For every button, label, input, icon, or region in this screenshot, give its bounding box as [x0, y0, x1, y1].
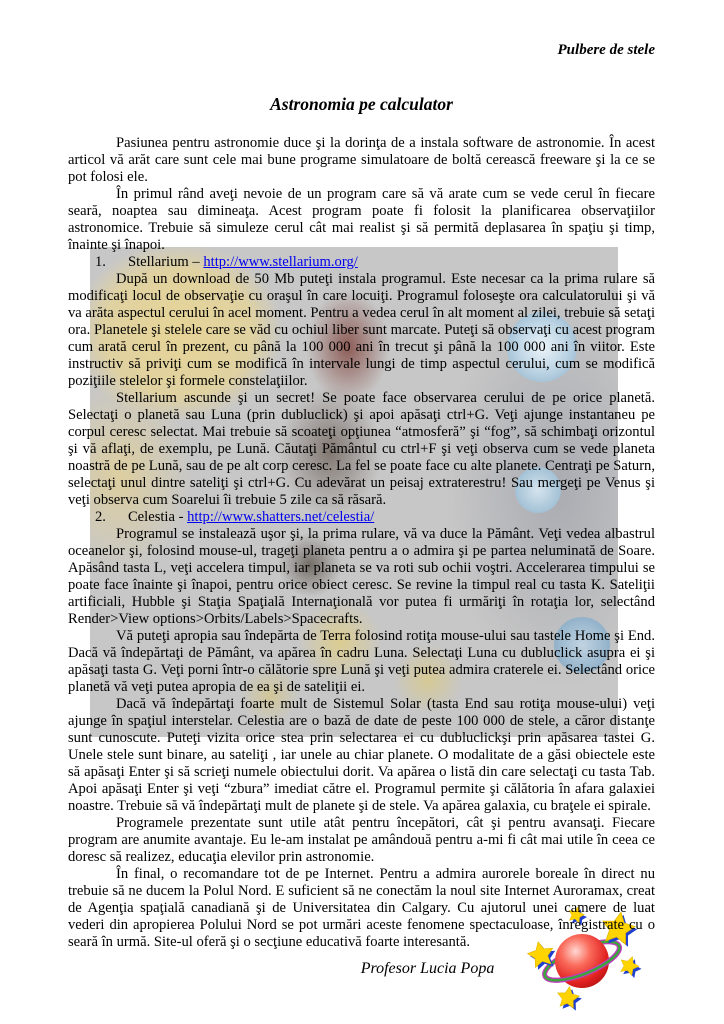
paragraph-stellarium-secret: Stellarium ascunde şi un secret! Se poate face observarea cerului de pe orice planetă. Selectaţi o planetă sau Luna (prin dubluclick) şi apoi apăsaţi ctrl+G. Veţi ajunge instantaneu pe corpul ceresc selectat. Mai trebuie să scoateţi opţiunea “atmosferă” şi “fog”, să schimbaţi orizontul şi vă aflaţi, de exemplu, pe Lună. Căutaţi Pământul cu ctrl+F şi veţi observa cum se vede planeta noastră de pe Lună, sau de pe alt corp ceresc. La fel se poate face cu alte planete. Centraţi pe Saturn, selectaţi unul dintre sateliţi şi ctrl+G. Cu adevărat un peisaj extraterestru! Sau mergeţi pe Venus şi veţi observa cum Soarelui îi trebuie 5 zile ca să răsară.	[68, 390, 655, 508]
paragraph-conclusion: Programele prezentate sunt utile atât pentru începători, cât şi pentru avansaţi. Fiecare program are anumite avantaje. Eu le-am instalat pe amândouă pentru a-mi fi cât mai utile în ceea ce doresc să realizez, educaţia elevilor prin astronomie.	[68, 815, 655, 865]
star-bottom	[556, 985, 583, 1011]
celestia-link[interactable]: http://www.shatters.net/celestia/	[187, 509, 375, 525]
paragraph-intro: Pasiunea pentru astronomie duce şi la dorinţa de a instala software de astronomie. În acest articol vă arăt care sunt cele mai bune programe simulatoare de boltă cerească freeware şi la ce se pot folosi ele.	[68, 135, 655, 185]
list-item-celestia	[68, 509, 655, 526]
document-content	[0, 41, 724, 978]
author-signature: Profesor Lucia Popa	[360, 960, 495, 977]
stellarium-link[interactable]: http://www.stellarium.org/	[203, 254, 358, 270]
page-title: Astronomia pe calculator	[270, 94, 453, 114]
page-header: Pulbere de stele	[557, 42, 655, 58]
paragraph-celestia-install: Programul se instalează uşor şi, la prima rulare, vă va duce la Pământ. Veţi vedea albastrul oceanelor şi, folosind mouse-ul, trageţi planeta pentru a o admira şi pe partea neluminată de Soare. Apăsând tasta L, veţi accelera timpul, iar planeta se va roti sub ochii voştri. Accelerarea timpului se poate face înainte şi înapoi, pentru orice obiect ceresc. Se revine la timpul real cu tasta K. Sateliţii artificiali, Hubble şi Staţia Spaţială Internaţională vor putea fi urmăriţi în rotaţia lor, selectând Render>View options>Orbits/Labels>Spacecrafts.	[68, 526, 655, 627]
list-item-stellarium	[68, 254, 655, 271]
list-number: 2.	[95, 509, 106, 525]
paragraph-celestia-stars: Dacă vă îndepărtaţi foarte mult de Sistemul Solar (tasta End sau rotiţa mouse-ului) veţi ajunge în spaţiul interstelar. Celestia are o bază de date de peste 100 000 de stele, a căror distanţe sunt cunoscute. Puteţi vizita orice stea prin selectarea ei cu dubluclickşi prin apăsarea tastei G. Unele stele sunt binare, au sateliţi , iar unele au chiar planete. O modalitate de a găsi obiectele este să apăsaţi Enter şi să scrieţi numele obiectului dorit. Va apărea o listă din care selectaţi cu tasta Tab. Apoi apăsaţi Enter şi veţi “zbura” imediat către el. Programul permite şi călătoria în afara galaxiei noastre. Trebuie să vă îndepărtaţi mult de planete şi de stele. Va apărea galaxia, cu braţele ei spirale.	[68, 696, 655, 814]
paragraph-celestia-moon: Vă puteţi apropia sau îndepărta de Terra folosind rotiţa mouse-ului sau tastele Home şi End. Dacă vă îndepărtaţi de Pământ, va apărea în cadru Luna. Selectaţi Luna cu dubluclick asupra ei şi apăsaţi tasta G. Veţi porni într-o călătorie spre Lună şi veţi putea admira craterele ei. Selectând orice planetă vă veţi putea apropia de ea şi de sateliţii ei.	[68, 628, 655, 695]
list-number: 1.	[95, 254, 106, 270]
paragraph-auroramax: În final, o recomandare tot de pe Internet. Pentru a admira aurorele boreale în direct nu trebuie să ne ducem la Polul Nord. E suficient să ne conectăm la noul site Internet Auroramax, creat de Agenţia spaţială canadiană şi de Universitatea din Calgary. Cu ajutorul unei camere de luat vederi din apropierea Polului Nord se pot urmări aceste fenomene spectaculoase, înregistrate cu o seară în urmă. Site-ul oferă şi o secţiune educativă foarte interesantă.	[68, 866, 655, 950]
paragraph-requirements: În primul rând aveţi nevoie de un program care să vă arate cum se vede cerul în fiecare seară, noaptea sau dimineaţa. Acest program poate fi folosit la planificarea observaţiilor astronomice. Trebuie să simuleze cerul cât mai realist şi să permită deplasarea în spaţiu şi timp, înainte şi înapoi.	[68, 186, 655, 253]
paragraph-stellarium-install: După un download de 50 Mb puteţi instala programul. Este necesar ca la prima rulare să modificaţi locul de observaţie cu oraşul în care locuiţi. Programul foloseşte ora calculatorului şi vă va arăta aspectul cerului în acel moment. Pentru a vedea cerul în alt moment al zilei, trebuie să setaţi ora. Planetele şi stelele care se văd cu ochiul liber sunt marcate. Puteţi să observaţi cu acest program cum arată cerul în prezent, cu până la 100 000 ani în trecut şi până la 100 000 ani în viitor. Este instructiv să priviţi cum se modifică în intervale lungi de timp aspectul cerului, cum se modifică poziţiile stelelor şi formele constelaţiilor.	[68, 271, 655, 389]
list-label: Stellarium –	[127, 254, 204, 270]
list-label: Celestia -	[127, 509, 188, 525]
